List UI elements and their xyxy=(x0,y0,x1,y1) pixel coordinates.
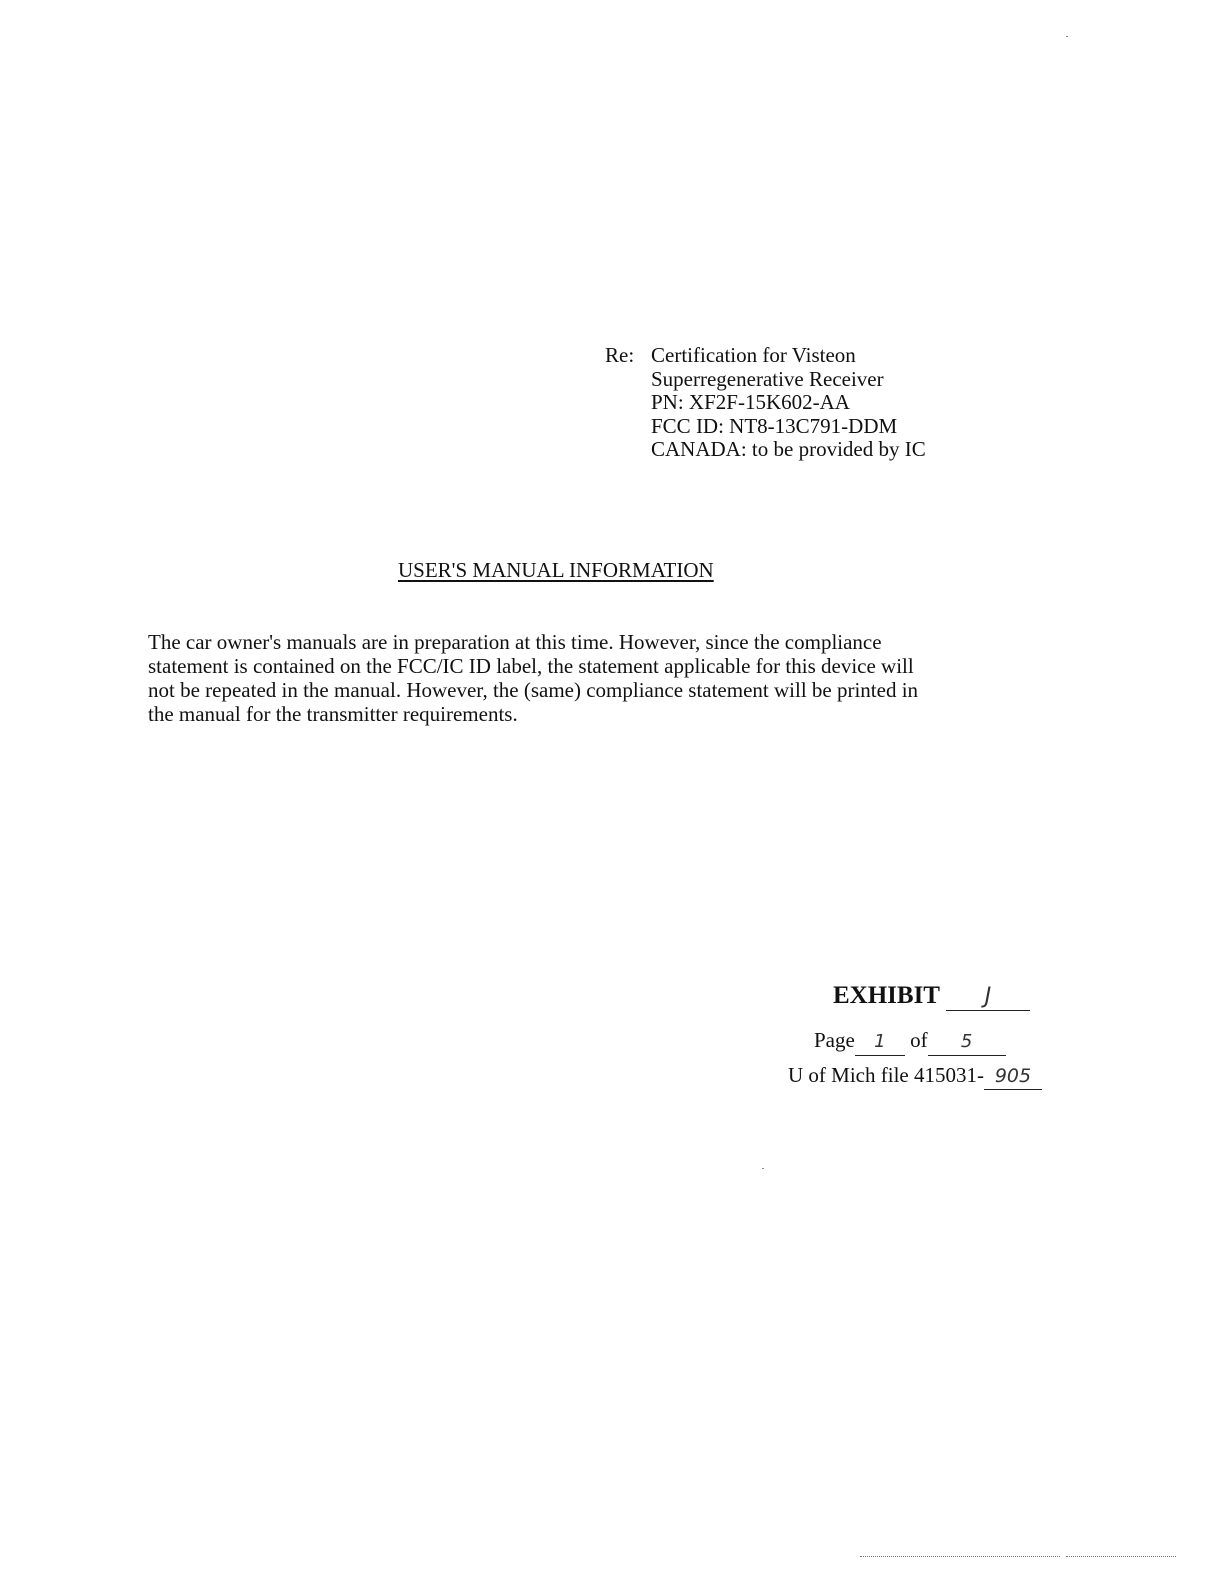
of-label: of xyxy=(910,1028,928,1052)
page-label: Page xyxy=(814,1028,855,1052)
re-lines xyxy=(651,344,926,462)
body-line: the manual for the transmitter requirements. xyxy=(148,702,518,726)
section-heading: USER'S MANUAL INFORMATION xyxy=(398,558,714,582)
re-line-canada: CANADA: to be provided by IC xyxy=(651,437,926,461)
re-line-part-number: PN: XF2F-15K602-AA xyxy=(651,390,850,414)
page-handwritten-value: 1 xyxy=(855,1035,905,1056)
exhibit-text: EXHIBIT xyxy=(833,982,940,1009)
scan-edge-artifact xyxy=(1066,1556,1176,1557)
exhibit-handwritten-value: J xyxy=(946,988,1030,1011)
page-count-line xyxy=(814,1028,1006,1056)
re-line-device: Superregenerative Receiver xyxy=(651,366,884,391)
exhibit-label xyxy=(833,982,1030,1011)
scan-edge-artifact xyxy=(860,1556,1060,1557)
of-handwritten-value: 5 xyxy=(928,1035,1006,1056)
scan-speck xyxy=(1066,36,1068,37)
body-line: statement is contained on the FCC/IC ID label, the statement applicable for this device will xyxy=(148,654,914,678)
file-handwritten-value: 905 xyxy=(984,1069,1042,1090)
body-line: not be repeated in the manual. However, the (same) compliance statement will be printed in xyxy=(148,678,919,702)
scan-speck xyxy=(762,1168,764,1169)
re-label: Re: xyxy=(605,343,635,367)
file-label: U of Mich file 415031- xyxy=(788,1063,984,1087)
re-line-fcc-id: FCC ID: NT8-13C791-DDM xyxy=(651,413,898,438)
re-line-subject: Certification for Visteon xyxy=(651,343,856,367)
body-paragraph xyxy=(148,630,1028,726)
body-line: The car owner's manuals are in preparation at this time. However, since the compliance xyxy=(148,630,882,654)
file-number-line xyxy=(788,1063,1042,1090)
